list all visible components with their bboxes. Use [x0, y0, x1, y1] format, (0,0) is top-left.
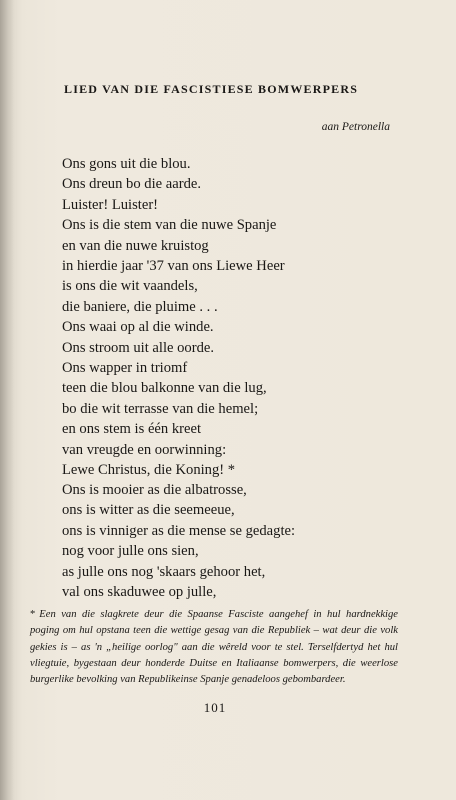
poem-line: nog voor julle ons sien, [62, 543, 199, 560]
poem-line: as julle ons nog 'skaars gehoor het, [62, 563, 266, 580]
stanza-2 [62, 480, 295, 602]
page-gutter-shadow [0, 0, 14, 800]
footnote-text: Een van die slagkrete deur die Spaanse Fasciste aangehef in hul hardnekkige poging om hul opstana teen die wettige gesag van die Republiek – wat deur die volk gekies is – as 'n „heilige oorlog" aan die wêreld voor te stel. Terselfdertyd het hul vliegtuie, bygestaan deur honderde Duitse en Italiaanse bomwerpers, die weerlose burgerlike bevolking van Republikeinse Spanje genadeloos gebombardeer. [30, 609, 398, 686]
poem-line: en van die nuwe kruistog [62, 237, 209, 254]
footnote [30, 607, 398, 688]
poem-line: Lewe Christus, die Koning! * [62, 462, 236, 479]
poem-line: val ons skaduwee op julle, [62, 584, 217, 601]
poem-line: is ons die wit vaandels, [62, 278, 198, 295]
poem-line: die baniere, die pluime . . . [62, 298, 218, 315]
poem-line: Ons is die stem van die nuwe Spanje [62, 217, 277, 234]
poem-line: Ons stroom uit alle oorde. [62, 339, 214, 356]
poem-line: teen die blou balkonne van die lug, [62, 380, 267, 397]
page-number: 101 [203, 700, 227, 715]
footnote-marker: * [30, 609, 36, 620]
poem-dedication: aan Petronella [321, 121, 390, 133]
poem-line: in hierdie jaar '37 van ons Liewe Heer [62, 258, 285, 275]
poem-title: LIED VAN DIE FASCISTIESE BOMWERPERS [64, 82, 359, 96]
poem-line: ons is witter as die seemeeue, [62, 502, 235, 519]
poem-line: Ons wapper in triomf [62, 360, 188, 377]
stanza-1 [62, 154, 285, 481]
poem-line: Ons gons uit die blou. [62, 156, 191, 172]
poem-line: Ons dreun bo die aarde. [62, 176, 201, 193]
poem-line: ons is vinniger as die mense se gedagte: [62, 522, 296, 539]
poem-line: bo die wit terrasse van die hemel; [62, 400, 259, 417]
poem-line: Ons is mooier as die albatrosse, [62, 482, 247, 498]
poem-line: Ons waai op al die winde. [62, 319, 214, 336]
poem-line: van vreugde en oorwinning: [62, 441, 227, 458]
poem-line: Luister! Luister! [62, 196, 159, 213]
poem-line: en ons stem is één kreet [62, 421, 202, 438]
